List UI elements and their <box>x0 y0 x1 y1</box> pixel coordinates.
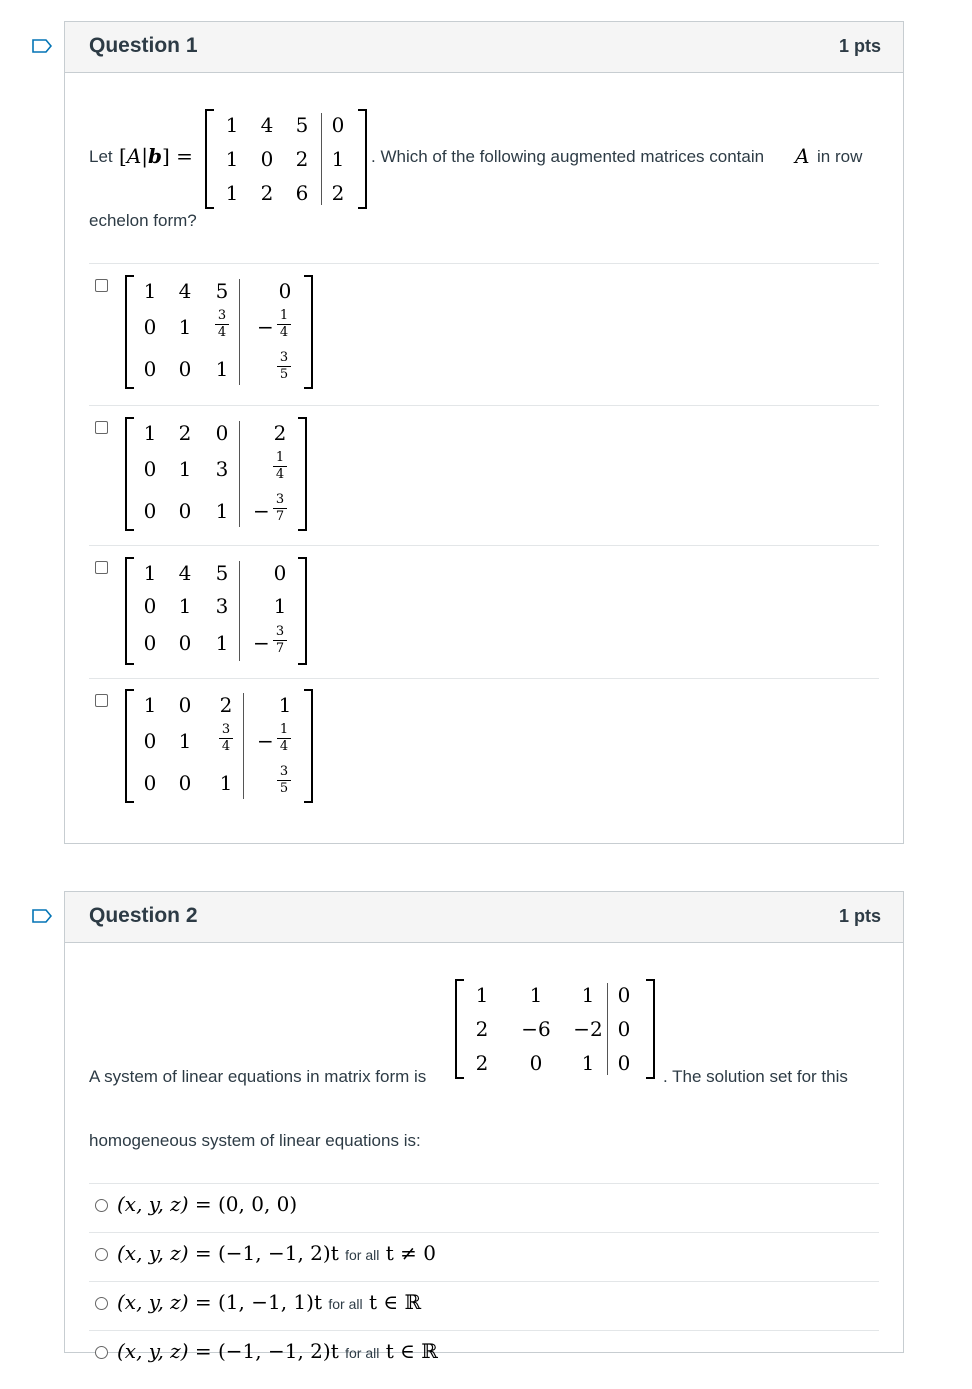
question-title: Question 2 <box>89 904 198 927</box>
prompt-line-2: homogeneous system of linear equations is: <box>89 1131 421 1150</box>
option-matrix: 1 4 5 0 0 1 3 1 0 0 1 − 3 7 <box>125 557 307 665</box>
prompt-matrix-a: A <box>795 144 810 168</box>
coefficient-matrix: 1 1 1 0 2 −6 −2 0 2 0 1 0 <box>455 979 655 1079</box>
prompt-tail: in row <box>817 147 863 166</box>
option-matrix: 1 0 2 1 0 1 3 4 − 1 4 0 0 1 3 5 <box>125 689 313 803</box>
prompt-lhs: [A|b] = <box>119 144 193 168</box>
question-title: Question 1 <box>89 34 198 57</box>
option-text: (x, y, z) = (0, 0, 0) <box>117 1192 298 1216</box>
given-augmented-matrix: 1 4 5 0 1 0 2 1 1 2 6 2 <box>205 109 367 209</box>
option-matrix: 1 4 5 0 0 1 3 4 − 1 4 0 0 1 3 5 <box>125 275 313 389</box>
answer-checkbox[interactable] <box>95 279 108 292</box>
prompt-suffix: . Which of the following augmented matrices contain <box>371 147 765 166</box>
question-points: 1 pts <box>838 36 881 56</box>
option-text: (x, y, z) = (1, −1, 1)t for all t ∈ ℝ <box>117 1290 422 1314</box>
question-2-header <box>65 892 903 943</box>
prompt-prefix: A system of linear equations in matrix form is <box>89 1067 427 1086</box>
answer-checkbox[interactable] <box>95 694 108 707</box>
question-1-card <box>64 21 904 844</box>
prompt-prefix: Let <box>89 147 113 166</box>
prompt-suffix: . The solution set for this <box>663 1067 848 1086</box>
bookmark-icon[interactable] <box>32 909 52 923</box>
answer-checkbox[interactable] <box>95 421 108 434</box>
answer-radio[interactable] <box>95 1248 108 1261</box>
option-text: (x, y, z) = (−1, −1, 2)t for all t ≠ 0 <box>117 1241 436 1265</box>
option-text: (x, y, z) = (−1, −1, 2)t for all t ∈ ℝ <box>117 1339 438 1363</box>
bookmark-icon[interactable] <box>32 39 52 53</box>
question-2-card <box>64 891 904 1363</box>
answer-radio[interactable] <box>95 1297 108 1310</box>
question-1-header <box>65 22 903 73</box>
question-points: 1 pts <box>838 906 881 926</box>
answer-checkbox[interactable] <box>95 561 108 574</box>
answer-radio[interactable] <box>95 1346 108 1359</box>
answer-radio[interactable] <box>95 1199 108 1212</box>
option-matrix: 1 2 0 2 0 1 3 1 4 0 0 1 − 3 7 <box>125 417 307 531</box>
prompt-line-2: echelon form? <box>89 211 197 230</box>
